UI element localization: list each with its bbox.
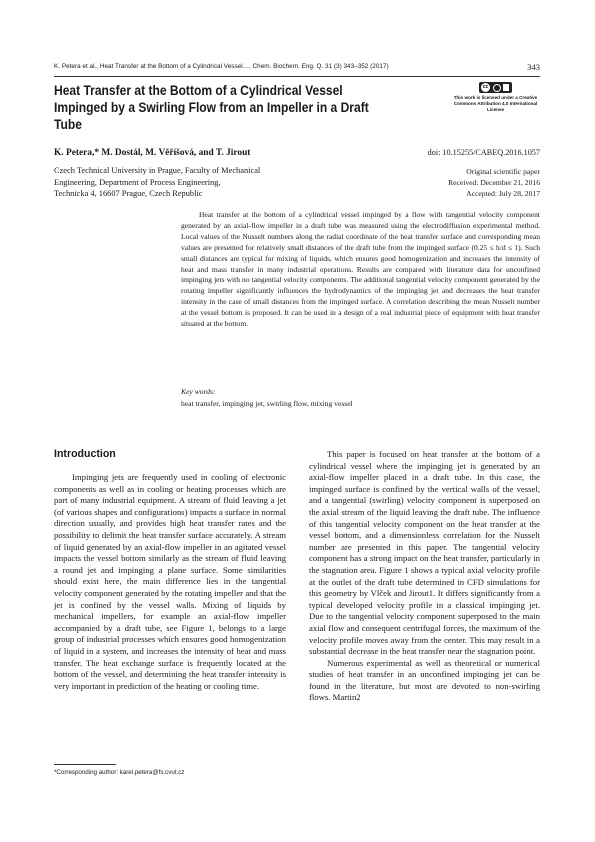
keywords-text: heat transfer, impinging jet, swirling flow, mixing vessel <box>181 399 353 408</box>
body-paragraph: Impinging jets are frequently used in cooling of electronic components as well as in cooling or heating processes which are part of many industrial equipment. A stream of fluid leaving a jet (of various shapes and configurations) impacts a surface in normal direction usually, and provides high heat transfer rates and the possibility to delimit the heat transfer surface accurately. A stream of liquid generated by an axial-flow impeller in an agitated vessel impacts the vessel bottom similarly as the stream of fluid leaving a round jet and impinging a plane surface. Some similarities should exist here, the main difference lies in the tangential velocity component generated by the rotating impeller and that the jet is confined by the vessel walls. Mixing of liquids by mechanical impellers, for example an axial-flow impeller accompanied by a draft tube, see Figure 1, belongs to a large group of industrial processes which ensures good homogenization of liquid in a system, and increases the intensity of heat and mass transfer. The heat exchange surface is frequently located at the bottom of the vessel, and determining the heat transfer intensity is very important in prediction of the heating or cooling time. <box>54 472 286 691</box>
body-column-right <box>309 449 540 704</box>
paper-title: Heat Transfer at the Bottom of a Cylindrical Vessel Impinged by a Swirling Flow from an Impeller in a Draft Tube <box>54 83 369 132</box>
section-heading-introduction: Introduction <box>54 448 116 460</box>
cc-logo-icon: cc <box>482 84 489 90</box>
header-rule <box>54 76 540 77</box>
accepted-date: Accepted: July 28, 2017 <box>466 189 540 198</box>
running-head <box>54 63 540 70</box>
affiliation <box>54 165 354 200</box>
authors: K. Petera,* M. Dostál, M. Věříšová, and T. Jirout <box>54 148 251 158</box>
keywords-label: Key words: <box>181 387 216 396</box>
paper-type: Original scientific paper <box>466 167 540 176</box>
doi[interactable]: doi: 10.15255/CABEQ.2016.1057 <box>427 148 540 157</box>
affiliation-line: Engineering, Department of Process Engineering, <box>54 177 221 187</box>
paper-meta <box>380 166 540 199</box>
attribution-icon <box>503 84 509 91</box>
body-column-left <box>54 472 286 692</box>
body-paragraph: Numerous experimental as well as theoretical or numerical studies of heat transfer in an unconfined impinging jet can be found in the literature, but most are devoted to non-swirling flows. Martin2 <box>309 657 540 703</box>
footnote: *Corresponding author: karel.petera@fs.cvut.cz <box>54 769 185 776</box>
license-text: This work is licensed under a Creative Commons Attribution 4.0 International License <box>453 95 538 112</box>
received-date: Received: December 21, 2016 <box>448 178 540 187</box>
cc-license-icon <box>479 82 512 93</box>
footnote-rule <box>54 764 116 765</box>
page-number: 343 <box>527 62 540 72</box>
body-paragraph: This paper is focused on heat transfer at the bottom of a cylindrical vessel where the impinging jet is generated by an axial-flow impeller placed in a draft tube. In this case, the impinged surface is confined by the vertical walls of the vessel, and a tangential (swirling) velocity component is superposed on the axial stream of the liquid leaving the draft tube. The influence of this tangential velocity component on the heat transfer at the vessel bottom, and a dimensionless correlation for the Nusselt number are presented in this paper. The tangential velocity component has a strong impact on the heat transfer, particularly in the stagnation area. Figure 1 shows a typical axial velocity profile at the outlet of the draft tube determined in CFD simulations for this geometry by Vlček and Jirout1. It differs significantly from a typical developed velocity profile in a classical impinging jet. Due to the tangential velocity component superposed to the main axial flow and consequent centrifugal forces, the maximum of the velocity profile moves away from the center. This may result in a substantial decrease in the heat transfer near the stagnation point. <box>309 449 540 657</box>
by-circle-icon <box>493 84 501 92</box>
running-head-text: K. Petera et al., Heat Transfer at the Bottom of a Cylindrical Vessel…, Chem. Biochem. Eng. Q. 31 (3) 343–352 (2017) <box>54 63 389 70</box>
abstract: Heat transfer at the bottom of a cylindrical vessel impinged by a flow with tangential velocity component generated by an axial-flow impeller in a draft tube was measured using the electrodiffusion experimental method. Local values of the Nusselt numbers along the radial coordinate of the heat transfer surface and corresponding mean values are presented for relatively small distances of the draft tube from the impinged surface (0.25 ≤ h/d ≤ 1). Such small distances are typical for mixing of liquids, which ensures good homogenization and increases the intensity of heat and mass transfer in many industrial operations. Results are compared with literature data for unconfined impinging jets with no tangential velocity components. The additional tangential velocity component generated by the rotating impeller significantly influences the hydrodynamics of the impinging jet and decreases the heat transfer intensity in the case of small distances from the impinged surface. A correlation describing the mean Nusselt number at the vessel bottom is proposed. It can be used in a design of a real industrial piece of equipment with heat transfer situated at the bottom. <box>181 210 540 329</box>
affiliation-line: Technicka 4, 16607 Prague, Czech Republic <box>54 189 203 199</box>
license-block[interactable] <box>451 82 540 113</box>
affiliation-line: Czech Technical University in Prague, Faculty of Mechanical <box>54 166 261 175</box>
